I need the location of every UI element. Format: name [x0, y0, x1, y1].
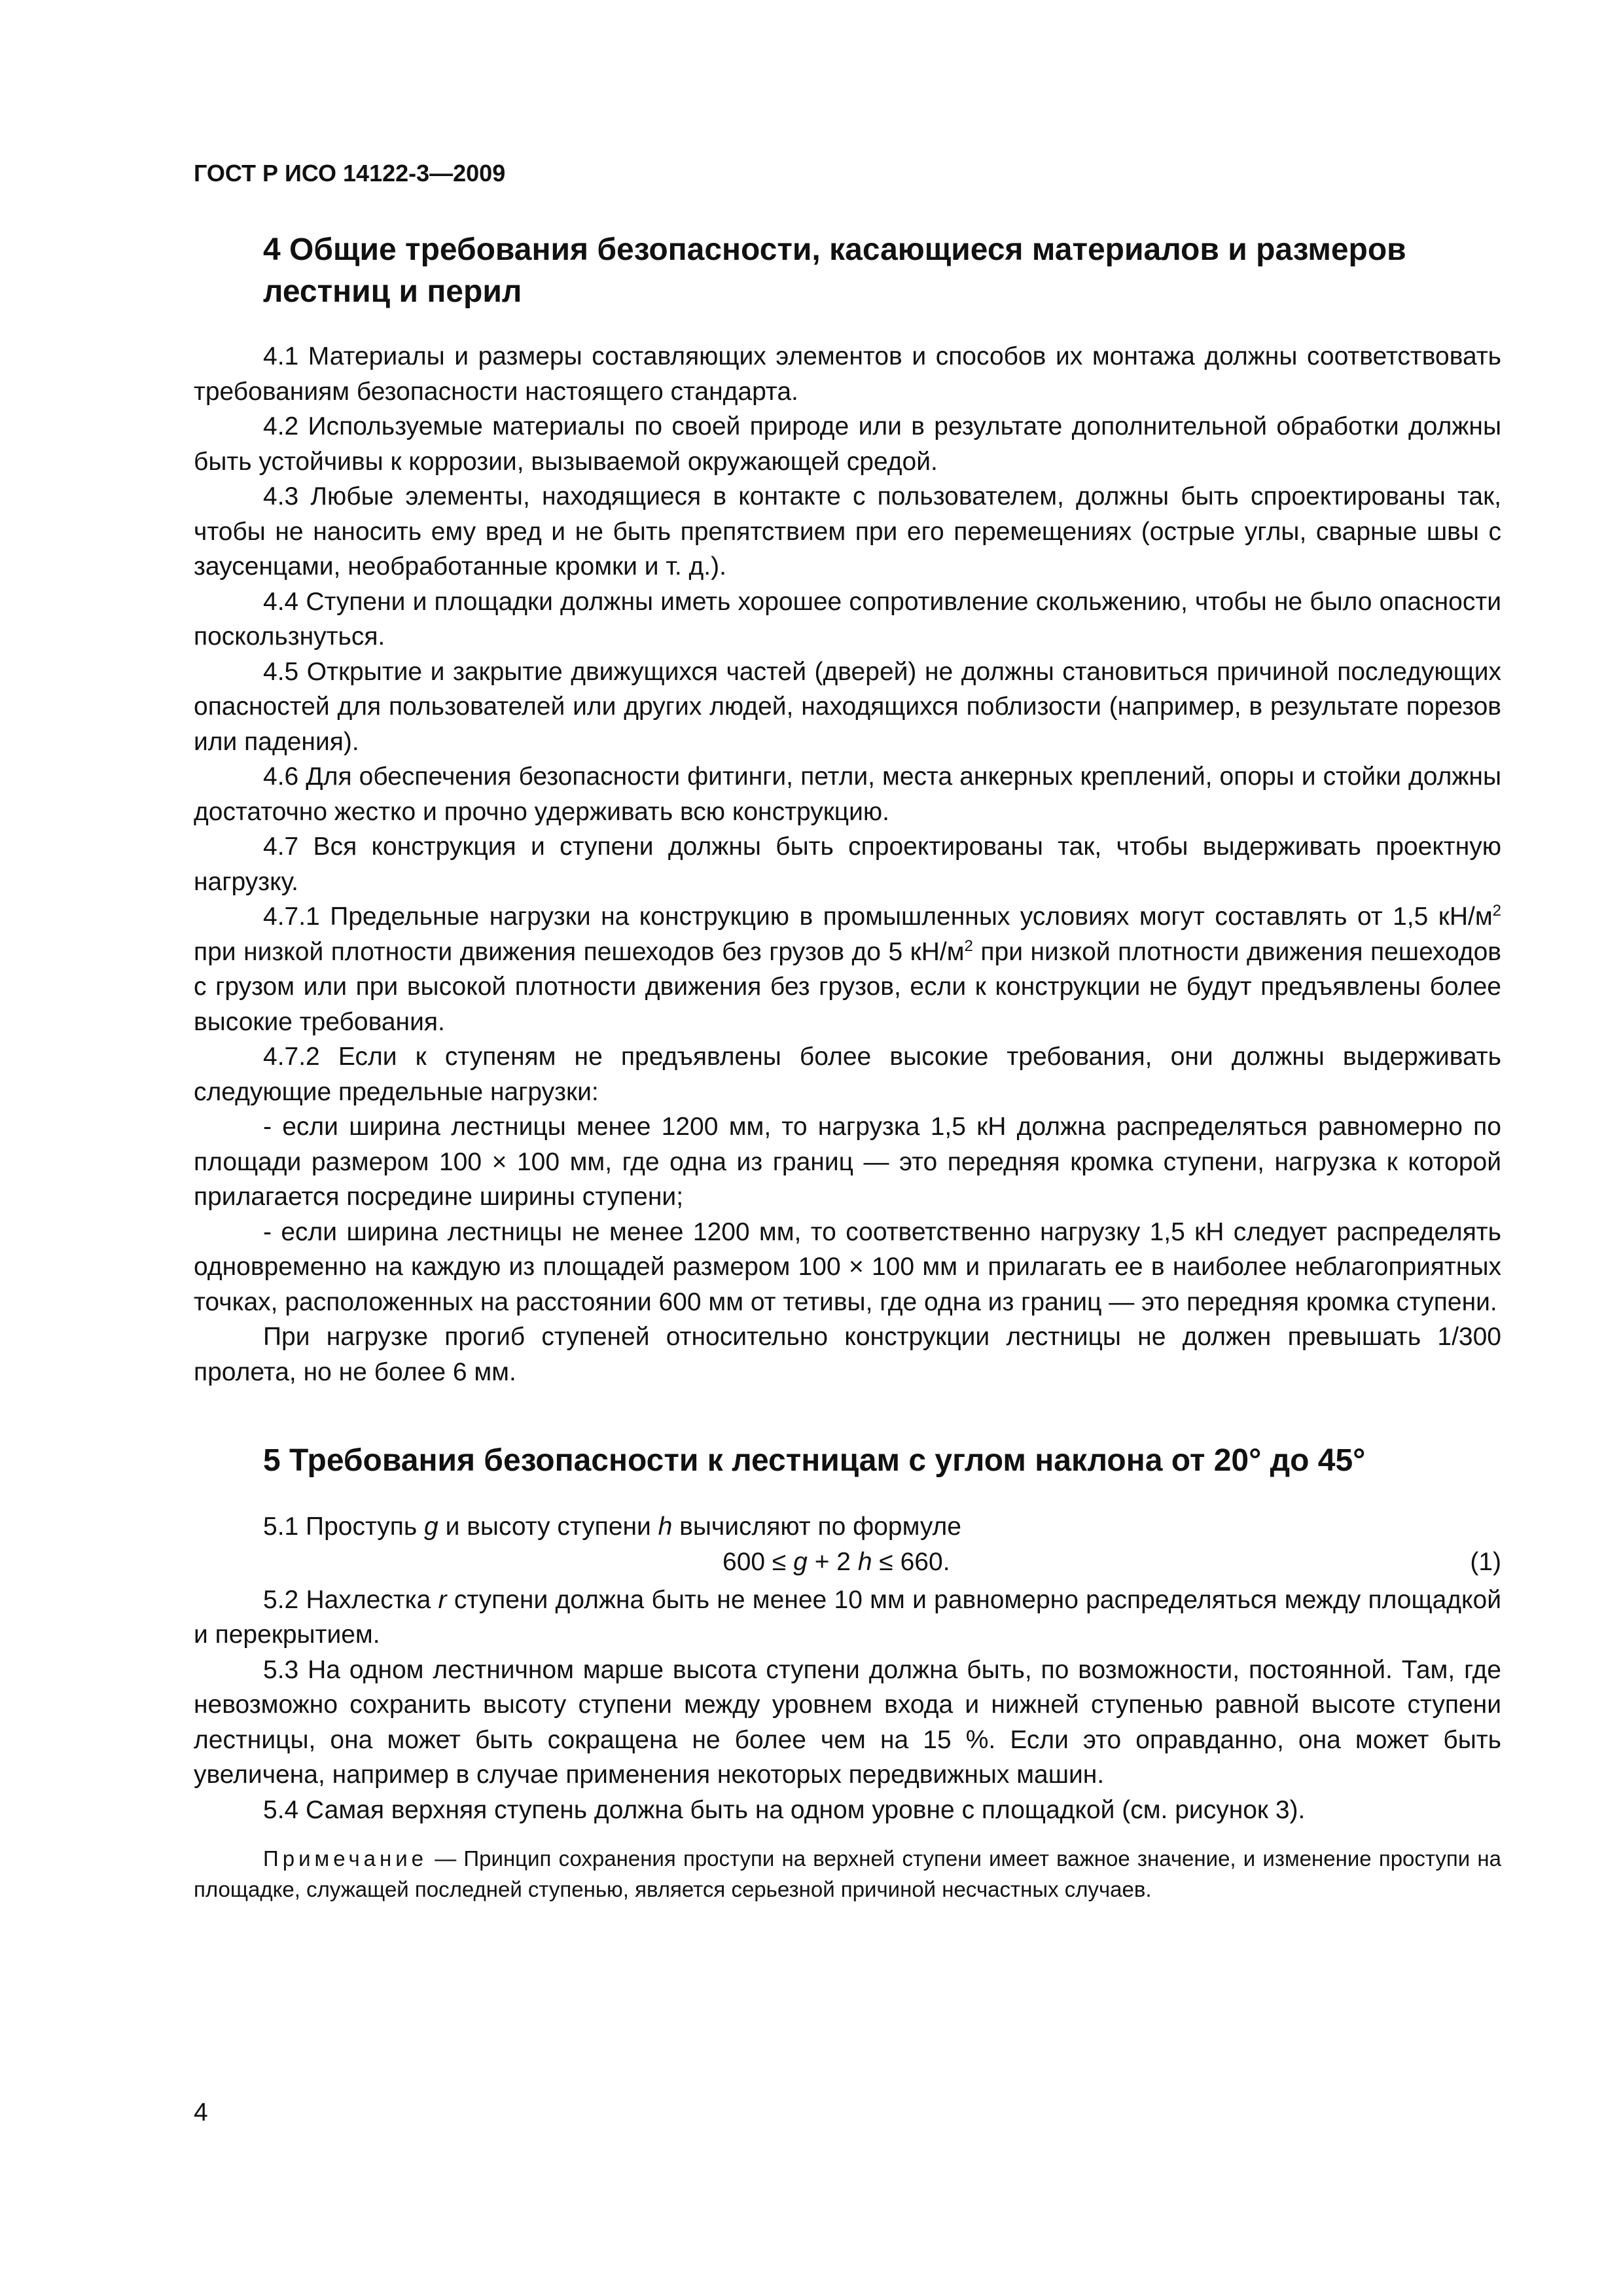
paragraph-4-2: 4.2 Используемые материалы по своей природе или в результате дополнительной обработки должны быть устойчивы к коррозии, вызываемой окружающей средой.	[194, 412, 1501, 476]
paragraph-4-4: 4.4 Ступени и площадки должны иметь хорошее сопротивление скольжению, чтобы не было опасности поскользнуться.	[194, 587, 1501, 651]
paragraph-4-7-1-part-a: 4.7.1 Предельные нагрузки на конструкцию в промышленных условиях могут составлять от 1,5 кН/м	[263, 903, 1493, 931]
paragraph-5-1-part-b: и высоту ступени	[438, 1513, 658, 1541]
section-4-title: 4 Общие требования безопасности, касающиеся материалов и размеров лестниц и перил	[263, 232, 1406, 309]
paragraph-4-5: 4.5 Открытие и закрытие движущихся частей (дверей) не должны становиться причиной последующих опасностей для пользователей или других людей, находящихся поблизости (например, в результате порезов или падения).	[194, 657, 1501, 756]
formula-part-c: ≤ 660.	[872, 1547, 950, 1576]
superscript-2: 2	[1492, 902, 1501, 920]
section-5-heading-block	[194, 1440, 1501, 1482]
superscript-2: 2	[964, 937, 973, 955]
formula-variable-g: g	[793, 1547, 808, 1576]
formula-part-b: + 2	[807, 1547, 858, 1576]
formula-number: (1)	[1470, 1547, 1501, 1576]
paragraph-4-6: 4.6 Для обеспечения безопасности фитинги, петли, места анкерных креплений, опоры и стойки должны достаточно жестко и прочно удерживать всю конструкцию.	[194, 762, 1501, 826]
note	[194, 1843, 1501, 1905]
paragraph-5-4: 5.4 Самая верхняя ступень должна быть на одном уровне с площадкой (см. рисунок 3).	[263, 1795, 1306, 1824]
paragraph-5-2-part-b: ступени должна быть не менее 10 мм и равномерно распределяться между площадкой и перекрытием.	[194, 1585, 1501, 1649]
note-label: Примечание	[263, 1846, 428, 1871]
note-text: — Принцип сохранения проступи на верхней ступени имеет важное значение, и изменение проступи на площадке, служащей последней ступенью, является серьезной причиной несчастных случаев.	[194, 1846, 1501, 1901]
paragraph-deflection: При нагрузке прогиб ступеней относительно конструкции лестницы не должен превышать 1/300 пролета, но не более 6 мм.	[194, 1323, 1501, 1386]
formula-part-a: 600 ≤	[722, 1547, 794, 1576]
paragraph-4-7-1-part-b: при низкой плотности движения пешеходов без грузов до 5 кН/м	[194, 937, 965, 966]
formula-1	[194, 1545, 1501, 1583]
variable-r: r	[438, 1585, 447, 1614]
paragraph-4-7-2: 4.7.2 Если к ступеням не предъявлены более высокие требования, они должны выдерживать следующие предельные нагрузки:	[194, 1043, 1501, 1106]
paragraph-4-7: 4.7 Вся конструкция и ступени должны быть спроектированы так, чтобы выдерживать проектную нагрузку.	[194, 833, 1501, 896]
paragraph-5-3: 5.3 На одном лестничном марше высота ступени должна быть, по возможности, постоянной. Там, где невозможно сохранить высоту ступени между уровнем входа и нижней ступенью равной высоте ступени лестницы, она может быть сокращена не более чем на 15 %. Если это оправданно, она может быть увеличена, например в случае применения некоторых передвижных машин.	[194, 1655, 1501, 1789]
document-header: ГОСТ Р ИСО 14122-3—2009	[194, 160, 506, 187]
section-4-heading-block	[194, 229, 1501, 313]
paragraph-5-1-part-c: вычисляют по формуле	[672, 1513, 961, 1541]
paragraph-4-7-1	[194, 899, 1501, 1039]
paragraph-4-7-1-part-c: при низкой плотности движения пешеходов с грузом или при высокой плотности движения без грузов, если к конструкции не будут предъявлены более высокие требования.	[194, 937, 1501, 1036]
paragraph-5-1-part-a: 5.1 Проступь	[263, 1513, 425, 1541]
formula-expression	[722, 1545, 950, 1580]
variable-h: h	[658, 1513, 673, 1541]
list-item-width-over-1200: - если ширина лестницы не менее 1200 мм, то соответственно нагрузку 1,5 кН следует распределять одновременно на каждую из площадей размером 100 × 100 мм и прилагать ее в наиболее неблагоприятных точках, расположенных на расстоянии 600 мм от тетивы, где одна из границ — это передняя кромка ступени.	[194, 1217, 1501, 1316]
variable-g: g	[424, 1513, 438, 1541]
section-4-body	[194, 339, 1501, 1390]
section-5-body	[194, 1509, 1501, 1926]
page-number: 4	[194, 2098, 208, 2126]
paragraph-4-1: 4.1 Материалы и размеры составляющих элементов и способов их монтажа должны соответствовать требованиям безопасности настоящего стандарта.	[194, 342, 1501, 406]
paragraph-4-3: 4.3 Любые элементы, находящиеся в контакте с пользователем, должны быть спроектированы так, чтобы не наносить ему вред и не быть препятствием при его перемещениях (острые углы, сварные швы с заусенцами, необработанные кромки и т. д.).	[194, 482, 1501, 581]
paragraph-5-1	[194, 1509, 1501, 1545]
section-5-title: 5 Требования безопасности к лестницам с углом наклона от 20° до 45°	[263, 1443, 1366, 1478]
list-item-width-under-1200: - если ширина лестницы менее 1200 мм, то нагрузка 1,5 кН должна распределяться равномерно по площади размером 100 × 100 мм, где одна из границ — это передняя кромка ступени, нагрузка к которой прилагается посредине ширины ступени;	[194, 1113, 1501, 1211]
paragraph-5-2-part-a: 5.2 Нахлестка	[263, 1585, 438, 1614]
paragraph-5-2	[194, 1583, 1501, 1653]
formula-variable-h: h	[857, 1547, 872, 1576]
